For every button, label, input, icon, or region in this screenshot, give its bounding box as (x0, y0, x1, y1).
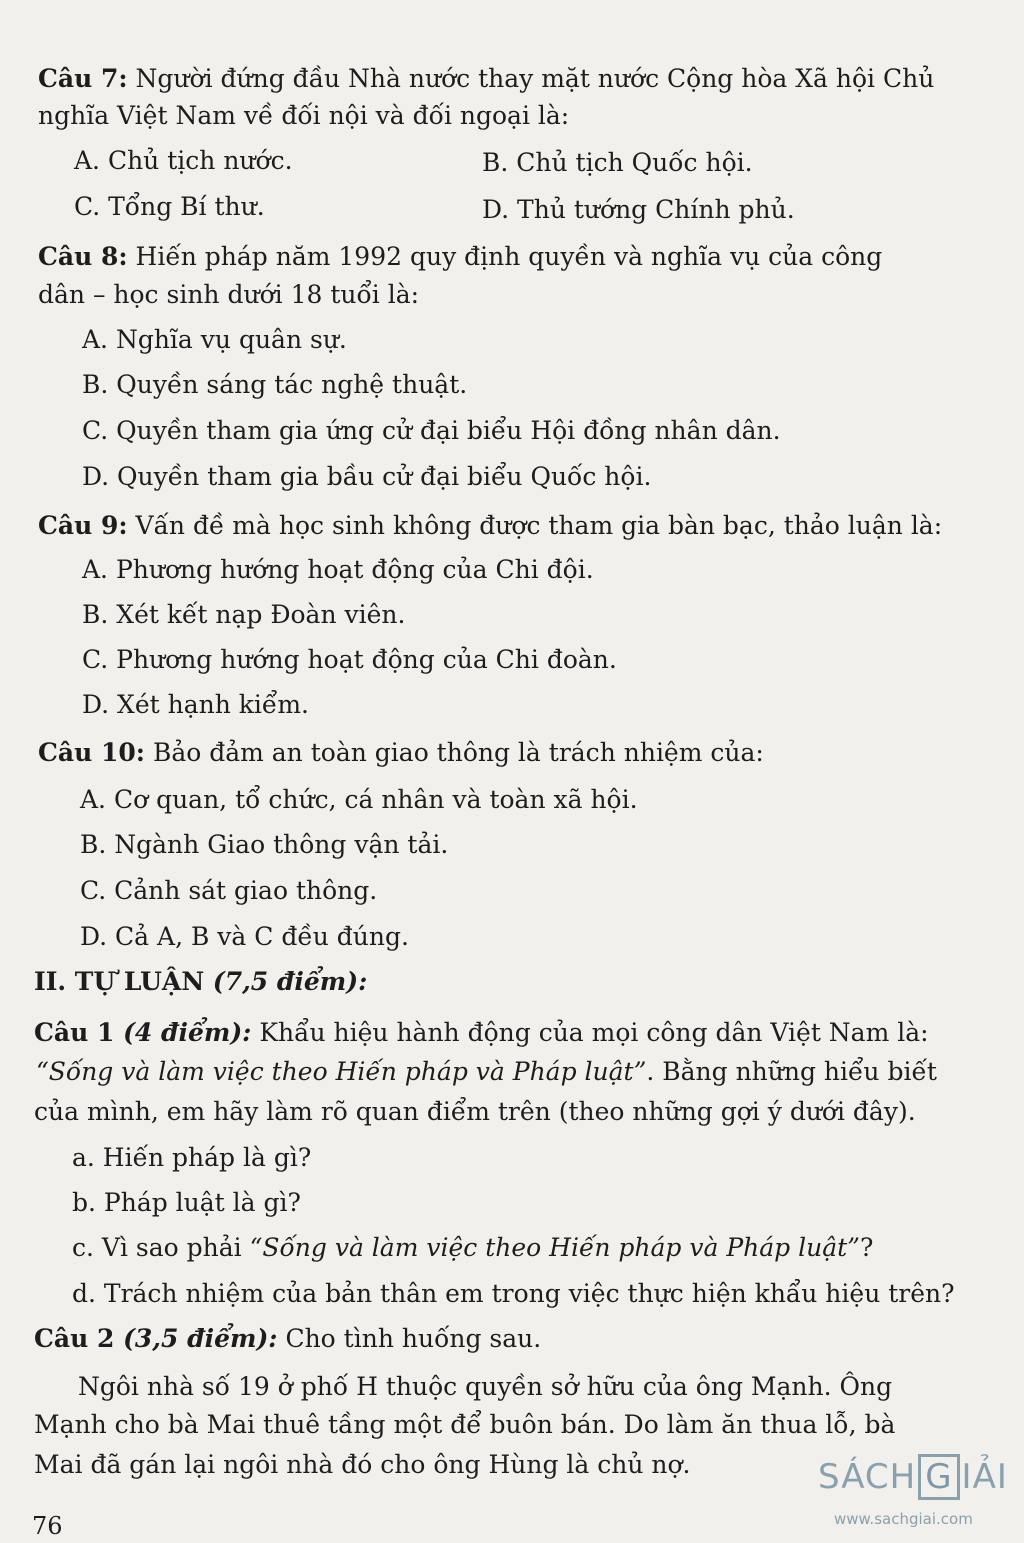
q7-text1: Người đứng đầu Nhà nước thay mặt nước Cộng hòa Xã hội Chủ (127, 64, 935, 93)
watermark-logo (818, 1454, 1008, 1500)
q8-label: Câu 8: (38, 242, 128, 271)
watermark-brand-right: IẢI (961, 1457, 1008, 1497)
e2-heading (34, 1322, 1024, 1356)
e1-item-a: a. Hiến pháp là gì? (72, 1143, 312, 1172)
e2-paragraph-line2: Mạnh cho bà Mai thuê tầng một để buôn bán. Do làm ăn thua lỗ, bà (34, 1410, 896, 1439)
watermark (818, 1440, 1018, 1535)
q8-stem-line1 (38, 240, 1024, 274)
q10-option-b: B. Ngành Giao thông vận tải. (80, 830, 449, 859)
e1-text2: . Bằng những hiểu biết (646, 1057, 937, 1086)
e1-item-c-suffix: ? (859, 1233, 874, 1262)
q7-option-b: B. Chủ tịch Quốc hội. (482, 148, 753, 177)
e1-points: (4 điểm): (114, 1018, 252, 1047)
e1-quote: “Sống và làm việc theo Hiến pháp và Pháp luật” (36, 1057, 647, 1086)
q7-option-a: A. Chủ tịch nước. (74, 146, 293, 175)
watermark-brand-box: G (918, 1454, 959, 1500)
q8-option-d: D. Quyền tham gia bầu cử đại biểu Quốc hội. (82, 462, 652, 491)
q9-option-b: B. Xét kết nạp Đoàn viên. (82, 600, 406, 629)
q9-option-a: A. Phương hướng hoạt động của Chi đội. (82, 555, 594, 584)
q8-stem-line2: dân – học sinh dưới 18 tuổi là: (38, 280, 420, 309)
e1-item-c (72, 1231, 1024, 1265)
e1-item-c-quote: “Sống và làm việc theo Hiến pháp và Pháp luật” (249, 1233, 860, 1262)
q9-option-c: C. Phương hướng hoạt động của Chi đoàn. (82, 645, 617, 674)
q8-text1: Hiến pháp năm 1992 quy định quyền và nghĩa vụ của công (127, 242, 883, 271)
q8-option-c: C. Quyền tham gia ứng cử đại biểu Hội đồng nhân dân. (82, 416, 781, 445)
e1-text1: Khẩu hiệu hành động của mọi công dân Việt Nam là: (251, 1018, 929, 1047)
e2-paragraph-line1: Ngôi nhà số 19 ở phố H thuộc quyền sở hữu của ông Mạnh. Ông (78, 1372, 893, 1401)
e1-line1 (34, 1016, 1024, 1050)
q7-option-c: C. Tổng Bí thư. (74, 192, 265, 221)
e2-text1: Cho tình huống sau. (277, 1324, 542, 1353)
section-points: (7,5 điểm): (204, 967, 368, 996)
q9-text1: Vấn đề mà học sinh không được tham gia bàn bạc, thảo luận là: (127, 511, 943, 540)
e2-label: Câu 2 (34, 1324, 115, 1353)
q8-option-a: A. Nghĩa vụ quân sự. (82, 325, 347, 354)
q7-stem-line1 (38, 62, 1024, 96)
q10-label: Câu 10: (38, 738, 145, 767)
q9-option-d: D. Xét hạnh kiểm. (82, 690, 309, 719)
e2-points: (3,5 điểm): (114, 1324, 278, 1353)
q10-text1: Bảo đảm an toàn giao thông là trách nhiệm của: (145, 738, 764, 767)
q8-option-b: B. Quyền sáng tác nghệ thuật. (82, 370, 468, 399)
e1-item-d: d. Trách nhiệm của bản thân em trong việc thực hiện khẩu hiệu trên? (72, 1279, 955, 1308)
q10-option-a: A. Cơ quan, tổ chức, cá nhân và toàn xã hội. (80, 785, 638, 814)
q9-stem (38, 509, 1024, 543)
watermark-url: www.sachgiai.com (834, 1510, 973, 1528)
e1-label: Câu 1 (34, 1018, 115, 1047)
e1-line2 (36, 1055, 1024, 1089)
e1-item-b: b. Pháp luật là gì? (72, 1188, 301, 1217)
page-number: 76 (32, 1512, 63, 1540)
watermark-brand-left: SÁCH (818, 1457, 917, 1497)
q7-label: Câu 7: (38, 64, 128, 93)
e1-line3: của mình, em hãy làm rõ quan điểm trên (theo những gợi ý dưới đây). (34, 1097, 916, 1126)
q7-stem-line2: nghĩa Việt Nam về đối nội và đối ngoại là: (38, 101, 570, 130)
section-heading (34, 965, 1024, 999)
q10-stem (38, 736, 1024, 770)
q10-option-d: D. Cả A, B và C đều đúng. (80, 922, 409, 951)
e1-item-c-prefix: c. Vì sao phải (72, 1233, 250, 1262)
q9-label: Câu 9: (38, 511, 128, 540)
q10-option-c: C. Cảnh sát giao thông. (80, 876, 378, 905)
e2-paragraph-line3: Mai đã gán lại ngôi nhà đó cho ông Hùng là chủ nợ. (34, 1450, 691, 1479)
section-title: II. TỰ LUẬN (34, 967, 205, 996)
q7-option-d: D. Thủ tướng Chính phủ. (482, 195, 795, 224)
